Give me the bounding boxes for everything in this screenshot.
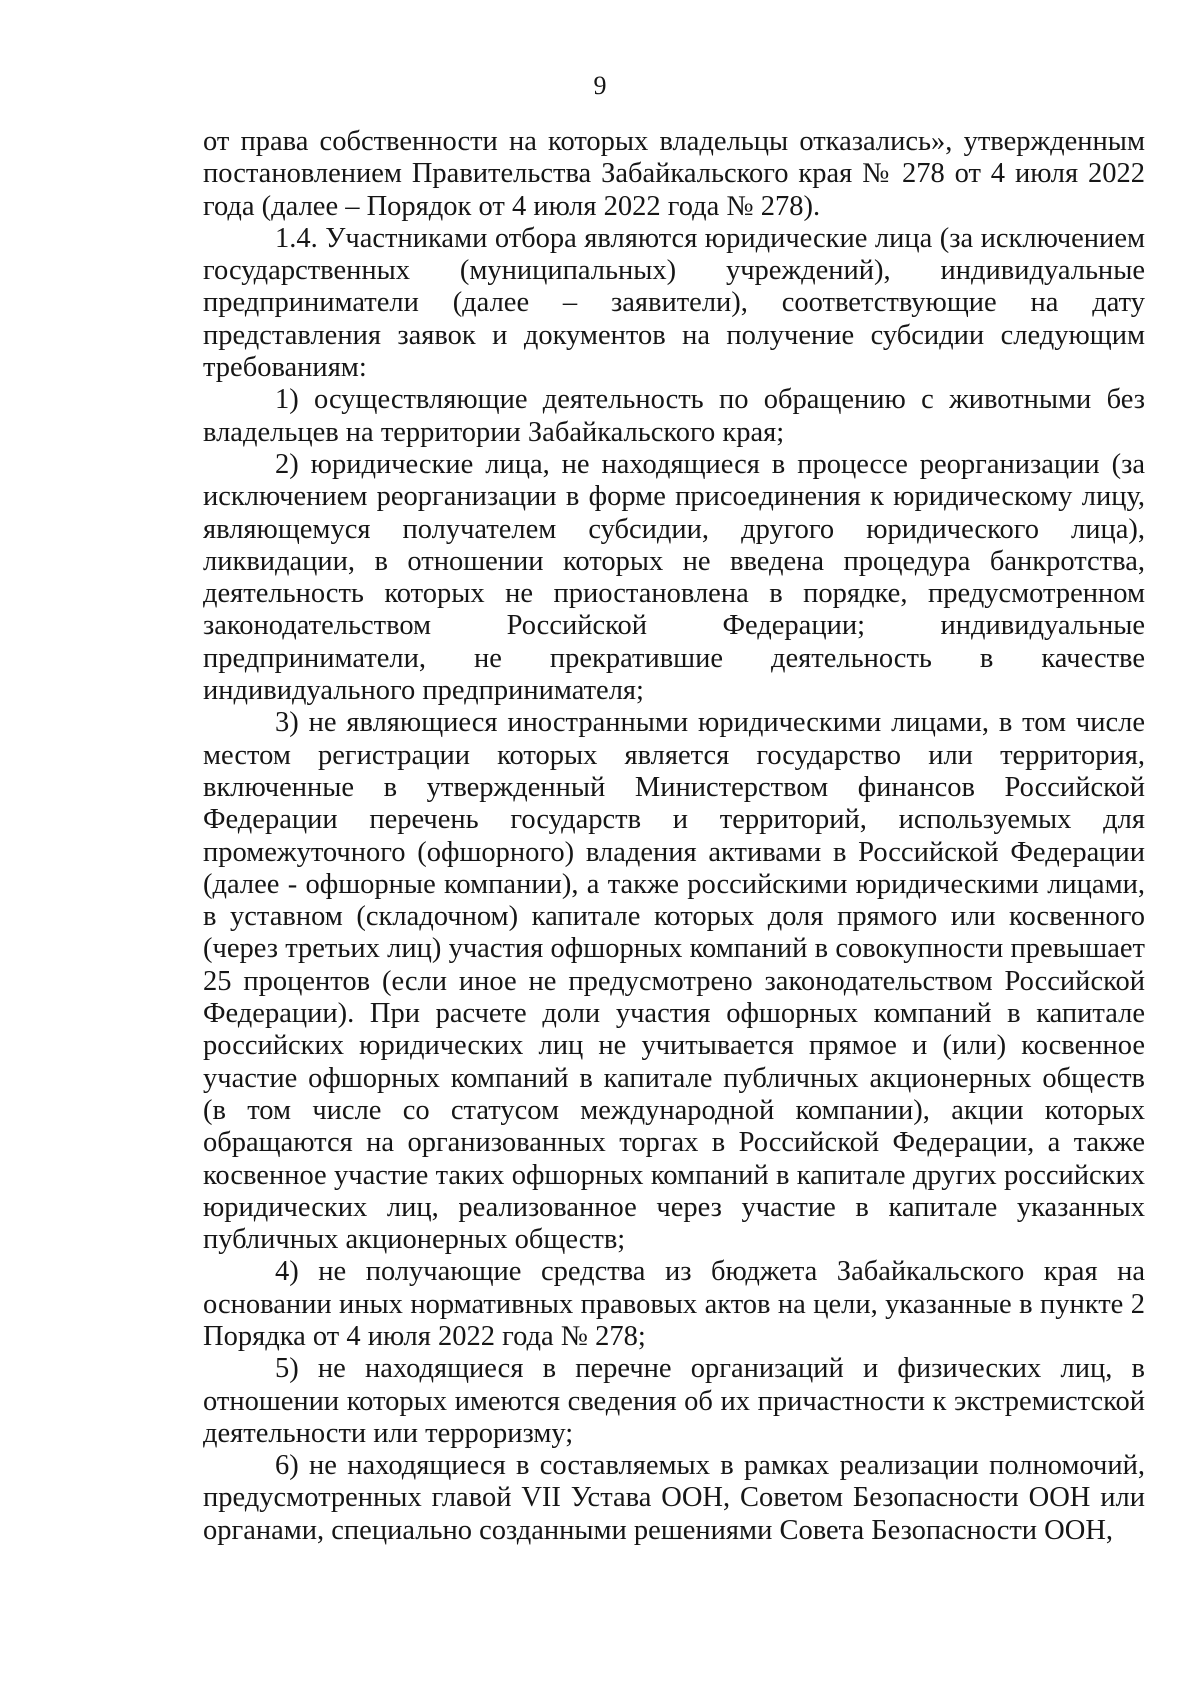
paragraph-item-5: 5) не находящиеся в перечне организаций и физических лиц, в отношении которых имеются сведения об их причастности к экстремистской деятельности или терроризму; — [203, 1353, 1145, 1449]
paragraph-clause-1-4: 1.4. Участниками отбора являются юридические лица (за исключением государственных (муниципальных) учреждений), индивидуальные предприниматели (далее – заявители), соответствующие на дату представления заявок и документов на получение субсидии следующим требованиям: — [203, 222, 1145, 384]
paragraph-item-3: 3) не являющиеся иностранными юридическими лицами, в том числе местом регистрации которых является государство или территория, включенные в утвержденный Министерством финансов Российской Федерации перечень государств и территорий, используемых для промежуточного (офшорного) владения активами в Российской Федерации (далее - офшорные компании), а также российскими юридическими лицами, в уставном (складочном) капитале которых доля прямого или косвенного (через третьих лиц) участия офшорных компаний в совокупности превышает 25 процентов (если иное не предусмотрено законодательством Российской Федерации). При расчете доли участия офшорных компаний в капитале российских юридических лиц не учитывается прямое и (или) косвенное участие офшорных компаний в капитале публичных акционерных обществ (в том числе со статусом международной компании), акции которых обращаются на организованных торгах в Российской Федерации, а также косвенное участие таких офшорных компаний в капитале других российских юридических лиц, реализованное через участие в капитале указанных публичных акционерных обществ; — [203, 707, 1145, 1256]
paragraph-item-2: 2) юридические лица, не находящиеся в процессе реорганизации (за исключением реорганизации в форме присоединения к юридическому лицу, являющемуся получателем субсидии, другого юридического лица), ликвидации, в отношении которых не введена процедура банкротства, деятельность которых не приостановлена в порядке, предусмотренном законодательством Российской Федерации; индивидуальные предприниматели, не прекратившие деятельность в качестве индивидуального предпринимателя; — [203, 448, 1145, 707]
paragraph-item-1: 1) осуществляющие деятельность по обращению с животными без владельцев на территории Забайкальского края; — [203, 384, 1145, 448]
paragraph-item-4: 4) не получающие средства из бюджета Забайкальского края на основании иных нормативных правовых актов на цели, указанные в пункте 2 Порядка от 4 июля 2022 года № 278; — [203, 1256, 1145, 1352]
page-number: 9 — [593, 71, 607, 100]
paragraph-item-6: 6) не находящиеся в составляемых в рамках реализации полномочий, предусмотренных главой VII Устава ООН, Советом Безопасности ООН или органами, специально созданными решениями Совета Безопасности ООН, — [203, 1450, 1145, 1546]
paragraph-continuation: от права собственности на которых владельцы отказались», утвержденным постановлением Правительства Забайкальского края № 278 от 4 июля 2022 года (далее – Порядок от 4 июля 2022 года № 278). — [203, 126, 1145, 222]
document-body — [203, 126, 1145, 1547]
